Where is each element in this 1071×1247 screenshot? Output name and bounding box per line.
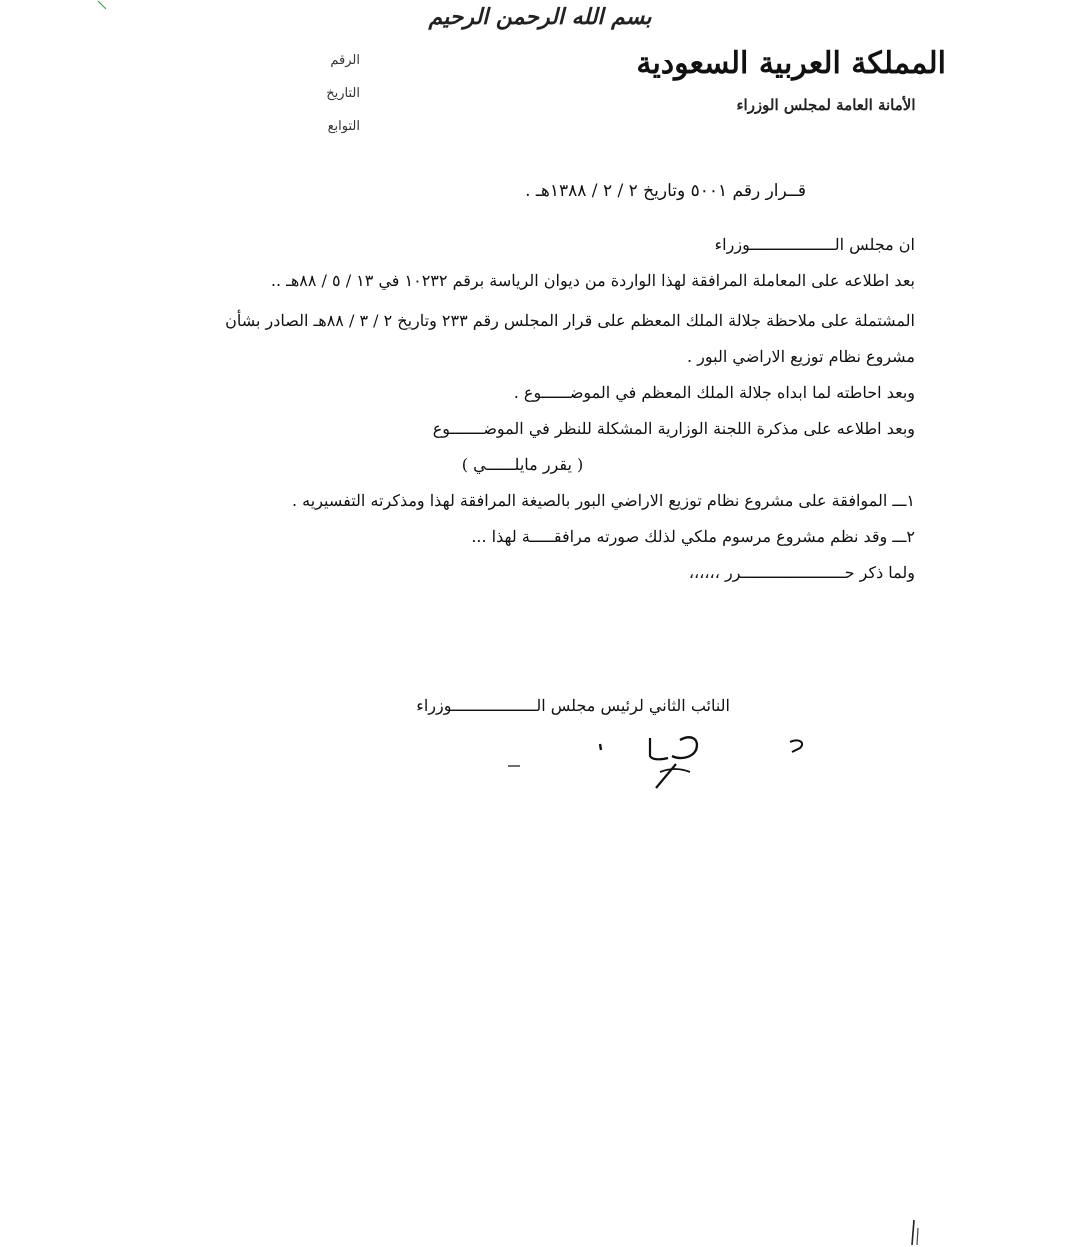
corner-mark-icon <box>96 0 116 12</box>
attachments-label: التوابع <box>327 119 360 134</box>
body-line: مشروع نظام توزيع الاراضي البور . <box>686 347 915 366</box>
letterhead-kingdom: المملكة العربية السعودية <box>636 46 946 81</box>
reference-labels <box>300 44 360 143</box>
body-line: وبعد احاطته لما ابداه جلالة الملك المعظم في الموضــــــوع . <box>513 383 915 402</box>
resolution-item: ١ـــ الموافقة على مشروع نظام توزيع الاراضي البور بالصيغة المرافقة لهذا ومذكرته التفسيريه . <box>292 491 915 510</box>
body-line: بعد اطلاعه على المعاملة المرافقة لهذا الواردة من ديوان الرياسة برقم ١٠٢٣٢ في ١٣ / ٥ / ٨٨هـ .. <box>270 271 915 290</box>
basmala: بسم الله الرحمن الرحيم <box>428 4 652 30</box>
decides-heading: ( يقرر مايلــــــي ) <box>461 455 584 474</box>
letterhead <box>636 38 946 118</box>
number-label: الرقم <box>330 53 360 68</box>
date-label: التاريخ <box>326 86 360 101</box>
letterhead-secretariat: الأمانة العامة لمجلس الوزراء <box>736 96 916 114</box>
body-line: وبعد اطلاعه على مذكرة اللجنة الوزارية المشكلة للنظر في الموضـــــــوع <box>432 419 915 438</box>
page-edge-mark-icon <box>906 1218 926 1247</box>
resolution-item: ٢ـــ وقد نظم مشروع مرسوم ملكي لذلك صورته مرافقـــــة لهذا ... <box>471 527 915 546</box>
decision-body <box>130 230 915 610</box>
body-line: ان مجلس الــــــــــــــــــوزراء <box>714 235 915 254</box>
closing-line: ولما ذكر حــــــــــــــــــــــرر ،،،،،، <box>688 563 915 582</box>
body-line: المشتملة على ملاحظة جلالة الملك المعظم على قرار المجلس رقم ٢٣٣ وتاريخ ٢ / ٣ / ٨٨هـ الصادر بشأن <box>225 311 915 330</box>
signatory-title: النائب الثاني لرئيس مجلس الــــــــــــــــــوزراء <box>416 696 730 715</box>
decision-header: قــرار رقم ٥٠٠١ وتاريخ ٢ / ٢ / ١٣٨٨هـ . <box>525 181 806 201</box>
signature-icon <box>500 730 820 800</box>
